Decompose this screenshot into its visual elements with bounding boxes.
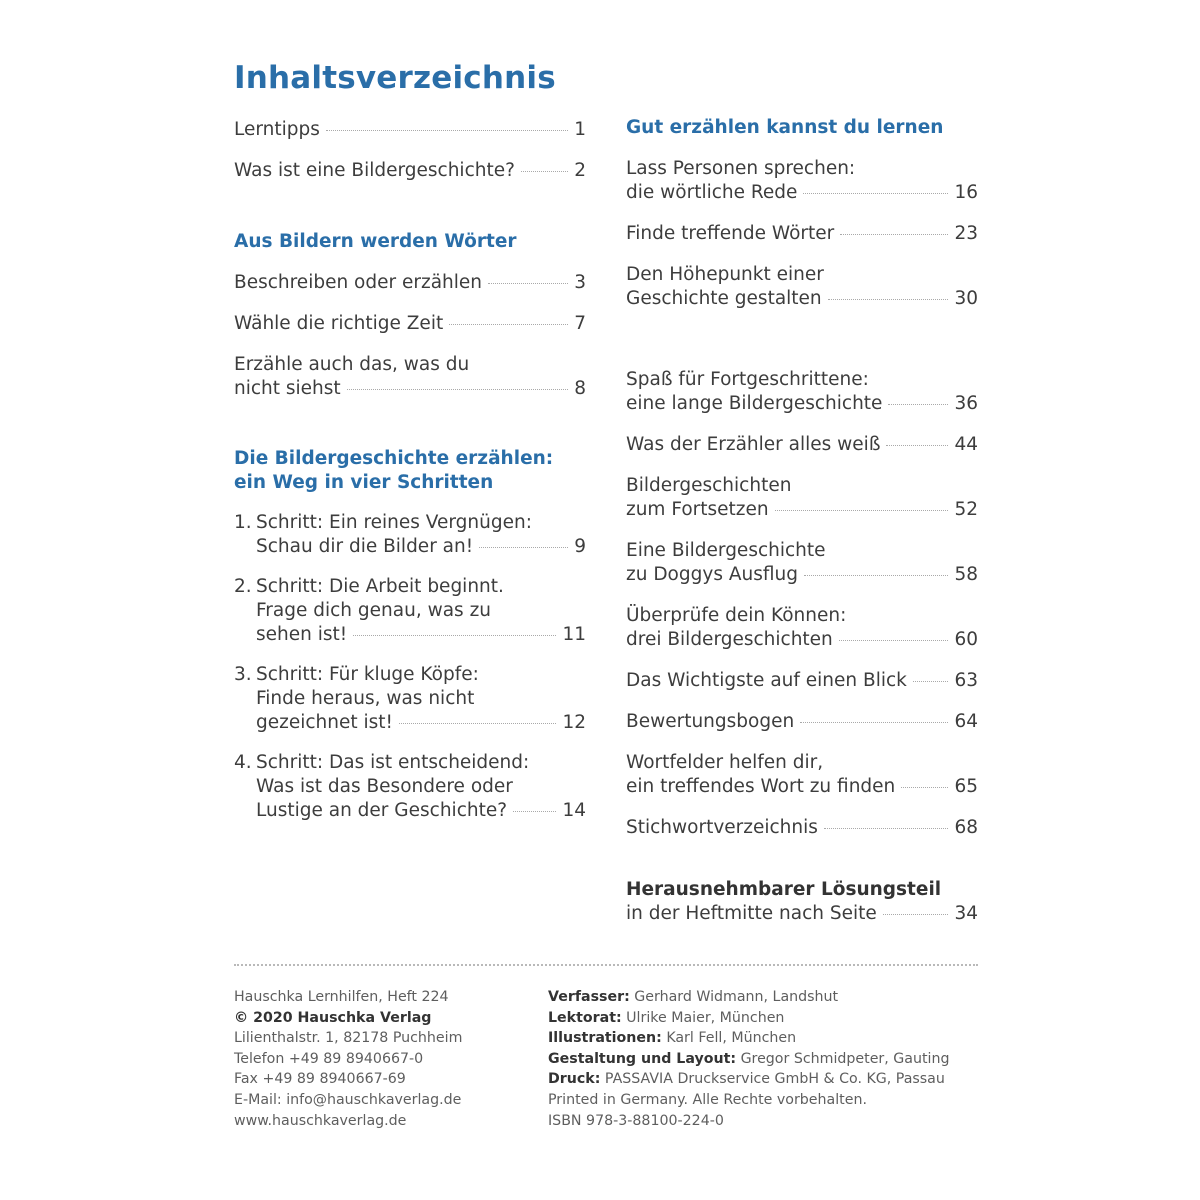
- toc-entry-text: Stichwortverzeichnis: [626, 817, 818, 838]
- dot-leader: [775, 510, 949, 511]
- dot-leader: [488, 283, 568, 284]
- step-number: 4.: [234, 752, 252, 773]
- dot-leader: [479, 547, 568, 548]
- toc-entry: [234, 312, 586, 336]
- toc-entry-text: Schritt: Ein reines Vergnügen:: [256, 512, 532, 533]
- toc-entry: [626, 751, 978, 799]
- toc-entry-last-line: [626, 222, 978, 246]
- imprint-line: [548, 1049, 949, 1070]
- toc-entry: [234, 118, 586, 142]
- step-number: 1.: [234, 512, 252, 533]
- toc-entry-text: gezeichnet ist!: [256, 712, 393, 733]
- page-number: 11: [562, 624, 586, 645]
- imprint-value: Gregor Schmidpeter, Gauting: [740, 1050, 950, 1067]
- toc-entry: [626, 433, 978, 457]
- toc-entry-last-line: [626, 710, 978, 734]
- page-title: Inhaltsverzeichnis: [234, 60, 556, 96]
- toc-entry: [234, 751, 586, 823]
- page-number: 65: [954, 776, 978, 797]
- dot-leader: [803, 193, 948, 194]
- toc-entry: [234, 159, 586, 183]
- toc-entry: [626, 263, 978, 311]
- page-number: 23: [954, 223, 978, 244]
- imprint-bold: © 2020 Hauschka Verlag: [234, 1009, 432, 1026]
- dot-leader: [800, 722, 948, 723]
- imprint-line: [548, 1069, 949, 1090]
- imprint-label: Gestaltung und Layout:: [548, 1050, 737, 1067]
- toc-entry-last-line: [626, 775, 978, 799]
- imprint-value: Gerhard Widmann, Landshut: [634, 989, 839, 1005]
- toc-entry-text: zum Fortsetzen: [626, 499, 769, 520]
- solution-entry: [626, 878, 978, 926]
- imprint-credits: [548, 987, 949, 1131]
- imprint-line: Fax +49 89 8940667-69: [234, 1071, 406, 1088]
- toc-entry: [626, 368, 978, 416]
- page-number: 1: [574, 119, 586, 140]
- toc-entry-text: Geschichte gestalten: [626, 288, 822, 309]
- dot-leader: [449, 324, 568, 325]
- toc-entry-text: Was der Erzähler alles weiß: [626, 434, 881, 455]
- toc-entry-last-line: [626, 433, 978, 457]
- toc-entry-last-line: [626, 563, 978, 587]
- toc-entry-last-line: [626, 287, 978, 311]
- imprint-label: Druck:: [548, 1071, 601, 1088]
- toc-entry-text: Erzähle auch das, was du: [234, 354, 470, 375]
- section-heading: [234, 447, 553, 495]
- imprint-label: Verfasser:: [548, 989, 630, 1005]
- toc-entry-last-line: [626, 392, 978, 416]
- dot-leader: [521, 171, 568, 172]
- imprint-label: Illustrationen:: [548, 1030, 662, 1047]
- toc-entry-last-line: [626, 498, 978, 522]
- toc-entry-text: Was ist eine Bildergeschichte?: [234, 160, 515, 181]
- toc-entry-text: Lass Personen sprechen:: [626, 158, 856, 179]
- imprint-line: [548, 1008, 949, 1029]
- toc-entry-text: Schritt: Die Arbeit beginnt.: [256, 576, 504, 597]
- imprint-line: [548, 1090, 949, 1111]
- toc-entry-last-line: [626, 669, 978, 693]
- imprint-value: ISBN 978-3-88100-224-0: [548, 1112, 724, 1129]
- step-number: 2.: [234, 576, 252, 597]
- toc-entry: [626, 604, 978, 652]
- page-number: 34: [954, 903, 978, 924]
- section-heading: [626, 116, 943, 140]
- page-number: 7: [574, 313, 586, 334]
- toc-entry-text: Schritt: Das ist entscheidend:: [256, 752, 530, 773]
- imprint-line: [548, 1111, 949, 1132]
- toc-entry-text: zu Doggys Ausflug: [626, 564, 798, 585]
- page-number: 58: [954, 564, 978, 585]
- toc-entry-text: Schau dir die Bilder an!: [256, 536, 474, 557]
- page-number: 60: [954, 629, 978, 650]
- page-number: 68: [954, 817, 978, 838]
- toc-entry: [234, 663, 586, 735]
- section-heading-line: ein Weg in vier Schritten: [234, 472, 494, 493]
- imprint-label: Lektorat:: [548, 1009, 622, 1026]
- dot-leader: [883, 914, 949, 915]
- toc-entry-text: Wähle die richtige Zeit: [234, 313, 444, 334]
- toc-entry-text: drei Bildergeschichten: [626, 629, 833, 650]
- page-number: 44: [954, 434, 978, 455]
- step-number: 3.: [234, 664, 252, 685]
- toc-entry-text: Überprüfe dein Können:: [626, 605, 847, 626]
- toc-entry-text: Den Höhepunkt einer: [626, 264, 824, 285]
- page-number: 63: [954, 670, 978, 691]
- page-number: 30: [954, 288, 978, 309]
- toc-entry-text: Bildergeschichten: [626, 475, 792, 496]
- page-number: 64: [954, 711, 978, 732]
- dot-leader: [886, 445, 948, 446]
- dot-leader: [828, 299, 949, 300]
- dot-leader: [901, 787, 948, 788]
- toc-entry-text: Finde heraus, was nicht: [256, 688, 475, 709]
- toc-entry-text: Wortfelder helfen dir,: [626, 752, 824, 773]
- toc-entry-last-line: [234, 312, 586, 336]
- toc-entry-text: Lerntipps: [234, 119, 320, 140]
- imprint-line: E-Mail: info@hauschkaverlag.de: [234, 1091, 462, 1108]
- toc-entry: [234, 511, 586, 559]
- toc-entry-last-line: [234, 799, 586, 823]
- toc-entry: [234, 575, 586, 647]
- dot-leader: [399, 723, 557, 724]
- imprint-value: Karl Fell, München: [666, 1030, 797, 1047]
- imprint-value: Ulrike Maier, München: [626, 1009, 785, 1026]
- toc-entry-text: eine lange Bildergeschichte: [626, 393, 883, 414]
- dot-leader: [840, 234, 948, 235]
- toc-entry: [234, 353, 586, 401]
- section-heading: [234, 230, 517, 254]
- toc-entry-last-line: [234, 711, 586, 735]
- toc-entry-text: Lustige an der Geschichte?: [256, 800, 508, 821]
- toc-entry-text: nicht siehst: [234, 378, 341, 399]
- toc-entry-text: Beschreiben oder erzählen: [234, 272, 482, 293]
- toc-entry-text: in der Heftmitte nach Seite: [626, 903, 877, 924]
- dot-leader: [839, 640, 949, 641]
- toc-entry: [626, 539, 978, 587]
- dot-leader: [347, 389, 569, 390]
- dot-leader: [888, 404, 948, 405]
- toc-entry-text: Spaß für Fortgeschrittene:: [626, 369, 869, 390]
- solution-heading: Herausnehmbarer Lösungsteil: [626, 879, 942, 900]
- toc-entry-last-line: [626, 816, 978, 840]
- toc-entry-text: Was ist das Besondere oder: [256, 776, 513, 797]
- imprint-line: Lilienthalstr. 1, 82178 Puchheim: [234, 1030, 463, 1047]
- toc-entry-text: Finde treffende Wörter: [626, 223, 835, 244]
- dot-leader: [804, 575, 948, 576]
- imprint-line: [548, 987, 949, 1008]
- page-number: 36: [954, 393, 978, 414]
- page-number: 52: [954, 499, 978, 520]
- toc-entry-text: Eine Bildergeschichte: [626, 540, 826, 561]
- page-number: 3: [574, 272, 586, 293]
- toc-entry-text: die wörtliche Rede: [626, 182, 798, 203]
- toc-entry-last-line: [626, 628, 978, 652]
- toc-entry: [626, 474, 978, 522]
- toc-entry-last-line: [626, 902, 978, 926]
- toc-entry-last-line: [234, 159, 586, 183]
- imprint-line: Hauschka Lernhilfen, Heft 224: [234, 989, 449, 1005]
- toc-entry-text: Schritt: Für kluge Köpfe:: [256, 664, 479, 685]
- imprint-value: PASSAVIA Druckservice GmbH & Co. KG, Passau: [604, 1071, 945, 1088]
- section-heading-line: Aus Bildern werden Wörter: [234, 231, 517, 252]
- page-number: 9: [574, 536, 586, 557]
- toc-entry: [626, 222, 978, 246]
- dot-leader: [824, 828, 949, 829]
- toc-entry-text: ein treffendes Wort zu finden: [626, 776, 896, 797]
- imprint-line: [548, 1028, 949, 1049]
- toc-entry-text: Frage dich genau, was zu: [256, 600, 491, 621]
- toc-entry-text: sehen ist!: [256, 624, 348, 645]
- toc-entry-text: Das Wichtigste auf einen Blick: [626, 670, 907, 691]
- toc-entry-text: Bewertungsbogen: [626, 711, 795, 732]
- page-number: 8: [574, 378, 586, 399]
- page-number: 16: [954, 182, 978, 203]
- section-heading-line: Gut erzählen kannst du lernen: [626, 117, 944, 138]
- toc-entry-last-line: [626, 181, 978, 205]
- dot-leader: [326, 130, 568, 131]
- dot-leader: [913, 681, 949, 682]
- dot-leader: [513, 811, 556, 812]
- toc-entry: [626, 157, 978, 205]
- page-number: 2: [574, 160, 586, 181]
- toc-entry: [626, 816, 978, 840]
- toc-entry: [234, 271, 586, 295]
- toc-entry-last-line: [234, 623, 586, 647]
- dot-leader: [353, 635, 556, 636]
- toc-entry-last-line: [234, 535, 586, 559]
- section-heading-line: Die Bildergeschichte erzählen:: [234, 448, 554, 469]
- imprint-divider: [234, 964, 978, 966]
- toc-entry: [626, 710, 978, 734]
- toc-entry-last-line: [234, 377, 586, 401]
- toc-entry: [626, 669, 978, 693]
- imprint-value: Printed in Germany. Alle Rechte vorbehalten.: [548, 1091, 867, 1108]
- imprint-line: Telefon +49 89 8940667-0: [234, 1050, 424, 1067]
- toc-entry-last-line: [234, 271, 586, 295]
- imprint-publisher: [234, 987, 462, 1131]
- page-number: 12: [562, 712, 586, 733]
- toc-entry-last-line: [234, 118, 586, 142]
- imprint-line: [234, 1008, 462, 1029]
- imprint-line: www.hauschkaverlag.de: [234, 1112, 407, 1129]
- page-number: 14: [562, 800, 586, 821]
